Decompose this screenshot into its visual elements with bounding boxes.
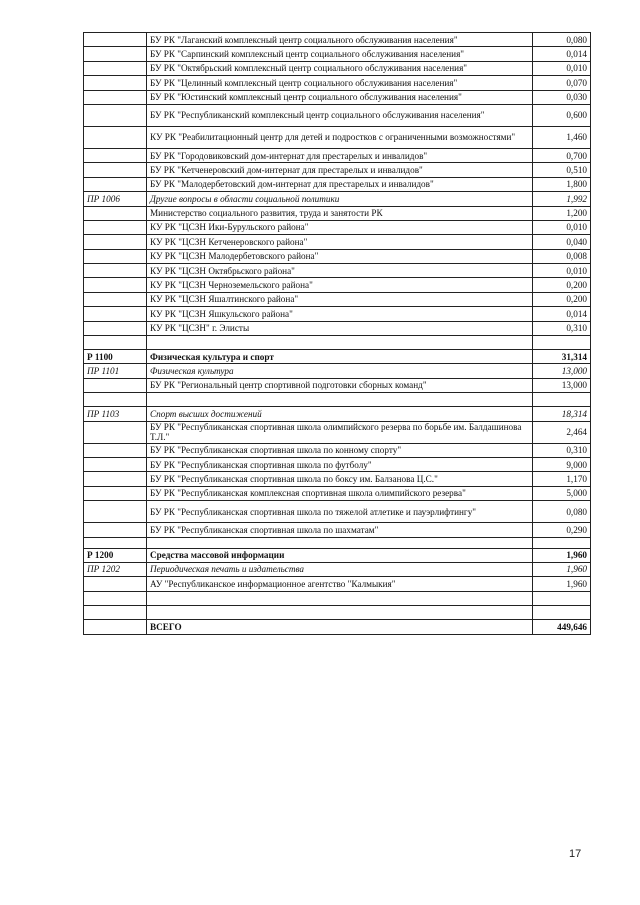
page-number: 17 — [569, 848, 582, 860]
row-value: 0,010 — [533, 220, 591, 234]
table-row — [84, 577, 591, 591]
row-code — [84, 292, 147, 306]
row-name: БУ РК "Республиканская спортивная школа олимпийского резерва по борьбе им. Балдашинова Т.Л." — [147, 421, 533, 443]
budget-table — [83, 32, 591, 635]
table-row — [84, 33, 591, 47]
table-row — [84, 177, 591, 191]
row-name: КУ РК "ЦСЗН Черноземельского района" — [147, 278, 533, 292]
row-code — [84, 501, 147, 523]
row-value: 1,960 — [533, 562, 591, 576]
empty-row — [84, 605, 591, 619]
row-value: 0,070 — [533, 76, 591, 90]
empty-cell — [84, 591, 147, 605]
empty-cell — [533, 605, 591, 619]
row-name: КУ РК "ЦСЗН Яшалтинского района" — [147, 292, 533, 306]
row-code — [84, 47, 147, 61]
row-code — [84, 90, 147, 104]
empty-row — [84, 393, 591, 407]
row-code: ПР 1101 — [84, 364, 147, 378]
row-value: 0,600 — [533, 104, 591, 126]
table-row — [84, 206, 591, 220]
table-row — [84, 90, 591, 104]
row-value: 1,460 — [533, 126, 591, 148]
row-name: Периодическая печать и издательства — [147, 562, 533, 576]
row-name: АУ "Республиканское информационное агентство "Калмыкия" — [147, 577, 533, 591]
row-name: КУ РК "ЦСЗН Яшкульского района" — [147, 307, 533, 321]
table-row — [84, 126, 591, 148]
total-value: 449,646 — [533, 619, 591, 634]
table-row — [84, 61, 591, 75]
table-row — [84, 321, 591, 335]
table-row — [84, 76, 591, 90]
row-code — [84, 235, 147, 249]
subsection-row — [84, 407, 591, 421]
row-value: 0,310 — [533, 443, 591, 457]
section-row — [84, 548, 591, 562]
row-code — [84, 163, 147, 177]
row-name: КУ РК "ЦСЗН" г. Элисты — [147, 321, 533, 335]
row-name: БУ РК "Малодербетовский дом-интернат для престарелых и инвалидов" — [147, 177, 533, 191]
row-code — [84, 76, 147, 90]
row-value: 5,000 — [533, 486, 591, 500]
table-row — [84, 292, 591, 306]
row-value: 31,314 — [533, 350, 591, 364]
table-row — [84, 421, 591, 443]
row-code — [84, 61, 147, 75]
empty-cell — [533, 336, 591, 350]
row-name: БУ РК "Сарпинский комплексный центр социального обслуживания населения" — [147, 47, 533, 61]
table-row — [84, 501, 591, 523]
table-row — [84, 104, 591, 126]
row-name: БУ РК "Республиканская спортивная школа по конному спорту" — [147, 443, 533, 457]
row-code — [84, 619, 147, 634]
empty-cell — [84, 537, 147, 548]
row-code — [84, 378, 147, 392]
subsection-row — [84, 192, 591, 206]
empty-cell — [533, 591, 591, 605]
row-value: 1,960 — [533, 577, 591, 591]
subsection-row — [84, 562, 591, 576]
row-name: БУ РК "Лаганский комплексный центр социального обслуживания населения" — [147, 33, 533, 47]
row-code — [84, 278, 147, 292]
row-value: 0,310 — [533, 321, 591, 335]
row-code — [84, 421, 147, 443]
row-name: БУ РК "Республиканская комплексная спортивная школа олимпийского резерва" — [147, 486, 533, 500]
row-value: 9,000 — [533, 457, 591, 471]
total-row — [84, 619, 591, 634]
row-name: БУ РК "Республиканская спортивная школа по шахматам" — [147, 523, 533, 537]
row-code — [84, 523, 147, 537]
row-code — [84, 33, 147, 47]
row-value: 0,010 — [533, 264, 591, 278]
row-name: БУ РК "Республиканский комплексный центр социального обслуживания населения" — [147, 104, 533, 126]
row-name: Средства массовой информации — [147, 548, 533, 562]
row-name: БУ РК "Республиканская спортивная школа по боксу им. Балзанова Ц.С." — [147, 472, 533, 486]
table-row — [84, 148, 591, 162]
empty-cell — [147, 605, 533, 619]
row-code: ПР 1103 — [84, 407, 147, 421]
subsection-row — [84, 364, 591, 378]
empty-cell — [147, 591, 533, 605]
row-name: Министерство социального развития, труда и занятости РК — [147, 206, 533, 220]
row-code — [84, 577, 147, 591]
empty-cell — [84, 336, 147, 350]
row-code — [84, 148, 147, 162]
row-code — [84, 177, 147, 191]
row-name: КУ РК "ЦСЗН Малодербетовского района" — [147, 249, 533, 263]
row-code — [84, 457, 147, 471]
row-name: Физическая культура — [147, 364, 533, 378]
row-value: 1,992 — [533, 192, 591, 206]
row-value: 0,030 — [533, 90, 591, 104]
empty-cell — [533, 393, 591, 407]
empty-cell — [147, 537, 533, 548]
row-value: 1,200 — [533, 206, 591, 220]
table-row — [84, 47, 591, 61]
row-code — [84, 307, 147, 321]
row-value: 0,014 — [533, 47, 591, 61]
row-value: 2,464 — [533, 421, 591, 443]
row-value: 0,010 — [533, 61, 591, 75]
table-row — [84, 278, 591, 292]
row-value: 0,700 — [533, 148, 591, 162]
row-code — [84, 249, 147, 263]
row-code — [84, 126, 147, 148]
total-label: ВСЕГО — [147, 619, 533, 634]
row-code: Р 1200 — [84, 548, 147, 562]
row-name: БУ РК "Республиканская спортивная школа по футболу" — [147, 457, 533, 471]
row-name: КУ РК "ЦСЗН Октябрьского района" — [147, 264, 533, 278]
row-value: 0,080 — [533, 33, 591, 47]
row-name: БУ РК "Региональный центр спортивной подготовки сборных команд" — [147, 378, 533, 392]
table-row — [84, 486, 591, 500]
row-code — [84, 443, 147, 457]
row-code: ПР 1202 — [84, 562, 147, 576]
row-name: КУ РК "Реабилитационный центр для детей и подростков с ограниченными возможностями" — [147, 126, 533, 148]
empty-cell — [84, 393, 147, 407]
empty-row — [84, 336, 591, 350]
row-code — [84, 220, 147, 234]
row-value: 0,200 — [533, 278, 591, 292]
row-code — [84, 486, 147, 500]
table-row — [84, 235, 591, 249]
empty-cell — [147, 393, 533, 407]
row-name: БУ РК "Октябрьский комплексный центр социального обслуживания населения" — [147, 61, 533, 75]
empty-cell — [533, 537, 591, 548]
row-name: БУ РК "Целинный комплексный центр социального обслуживания населения" — [147, 76, 533, 90]
table-row — [84, 249, 591, 263]
row-name: Физическая культура и спорт — [147, 350, 533, 364]
row-code — [84, 321, 147, 335]
row-name: Спорт высших достижений — [147, 407, 533, 421]
row-value: 0,510 — [533, 163, 591, 177]
row-value: 1,960 — [533, 548, 591, 562]
row-name: БУ РК "Городовиковский дом-интернат для престарелых и инвалидов" — [147, 148, 533, 162]
table-row — [84, 378, 591, 392]
section-row — [84, 350, 591, 364]
row-name: БУ РК "Кетченеровский дом-интернат для престарелых и инвалидов" — [147, 163, 533, 177]
row-value: 13,000 — [533, 378, 591, 392]
row-code — [84, 264, 147, 278]
row-value: 1,170 — [533, 472, 591, 486]
row-code — [84, 472, 147, 486]
table-row — [84, 443, 591, 457]
table-row — [84, 457, 591, 471]
empty-cell — [84, 605, 147, 619]
row-code — [84, 104, 147, 126]
row-value: 0,040 — [533, 235, 591, 249]
row-name: Другие вопросы в области социальной политики — [147, 192, 533, 206]
table-row — [84, 472, 591, 486]
row-name: КУ РК "ЦСЗН Ики-Бурульского района" — [147, 220, 533, 234]
row-value: 0,014 — [533, 307, 591, 321]
row-name: БУ РК "Юстинский комплексный центр социального обслуживания населения" — [147, 90, 533, 104]
row-value: 0,200 — [533, 292, 591, 306]
empty-cell — [147, 336, 533, 350]
empty-row — [84, 591, 591, 605]
table-row — [84, 220, 591, 234]
row-value: 13,000 — [533, 364, 591, 378]
table-row — [84, 307, 591, 321]
row-value: 0,080 — [533, 501, 591, 523]
row-code: ПР 1006 — [84, 192, 147, 206]
row-value: 1,800 — [533, 177, 591, 191]
row-name: КУ РК "ЦСЗН Кетченеровского района" — [147, 235, 533, 249]
table-row — [84, 523, 591, 537]
row-value: 0,290 — [533, 523, 591, 537]
table-row — [84, 163, 591, 177]
row-value: 18,314 — [533, 407, 591, 421]
row-value: 0,008 — [533, 249, 591, 263]
row-code: Р 1100 — [84, 350, 147, 364]
row-code — [84, 206, 147, 220]
empty-row — [84, 537, 591, 548]
table-row — [84, 264, 591, 278]
row-name: БУ РК "Республиканская спортивная школа по тяжелой атлетике и пауэрлифтингу" — [147, 501, 533, 523]
